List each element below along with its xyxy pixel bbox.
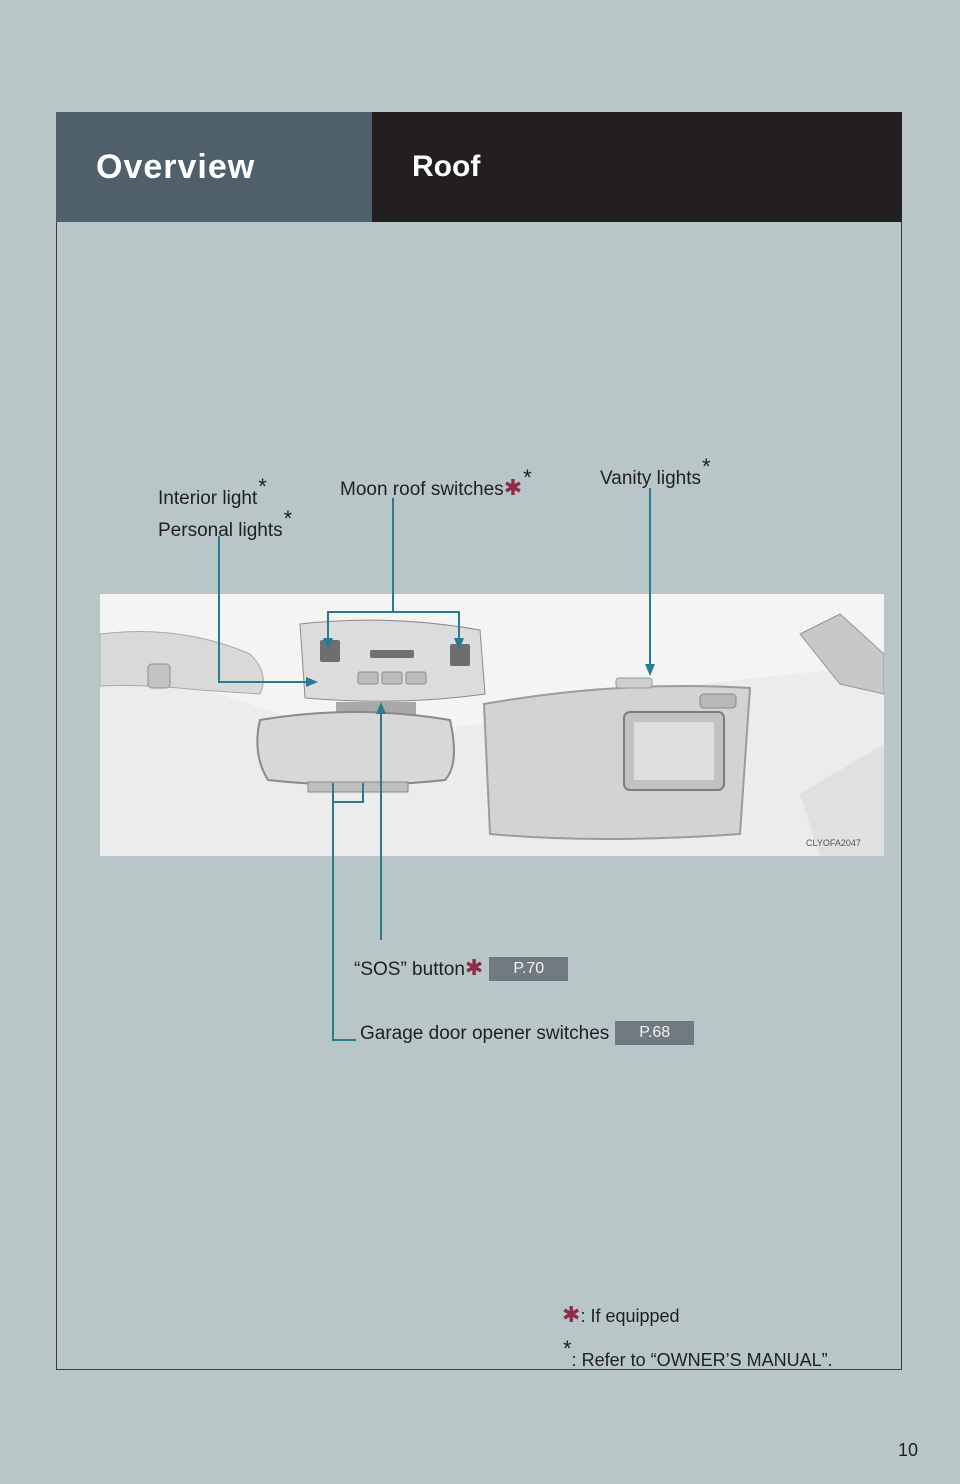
- garage-page-ref[interactable]: P.68: [615, 1021, 694, 1045]
- roof-console-illustration: [100, 594, 884, 856]
- footnote-owners-manual: *: Refer to “OWNER’S MANUAL”.: [563, 1336, 833, 1370]
- page-number: 10: [897, 1440, 918, 1460]
- garage-door-opener-label: Garage door opener switches P.68: [360, 1021, 694, 1045]
- interior-light-label: Interior light*: [158, 474, 267, 509]
- personal-lights-label: Personal lights*: [158, 506, 293, 541]
- moon-roof-switches-label: Moon roof switches✱*: [340, 465, 532, 500]
- footnote-if-equipped: ✱: If equipped: [562, 1302, 680, 1327]
- sos-page-ref[interactable]: P.70: [489, 957, 568, 981]
- vanity-lights-label: Vanity lights*: [600, 454, 711, 489]
- section-header: [56, 112, 902, 222]
- page-title: Roof: [372, 112, 902, 222]
- image-code: CLYOFA2047: [806, 838, 861, 848]
- section-tab-overview: Overview: [56, 112, 372, 222]
- sos-button-label: “SOS” button✱ P.70: [354, 955, 568, 981]
